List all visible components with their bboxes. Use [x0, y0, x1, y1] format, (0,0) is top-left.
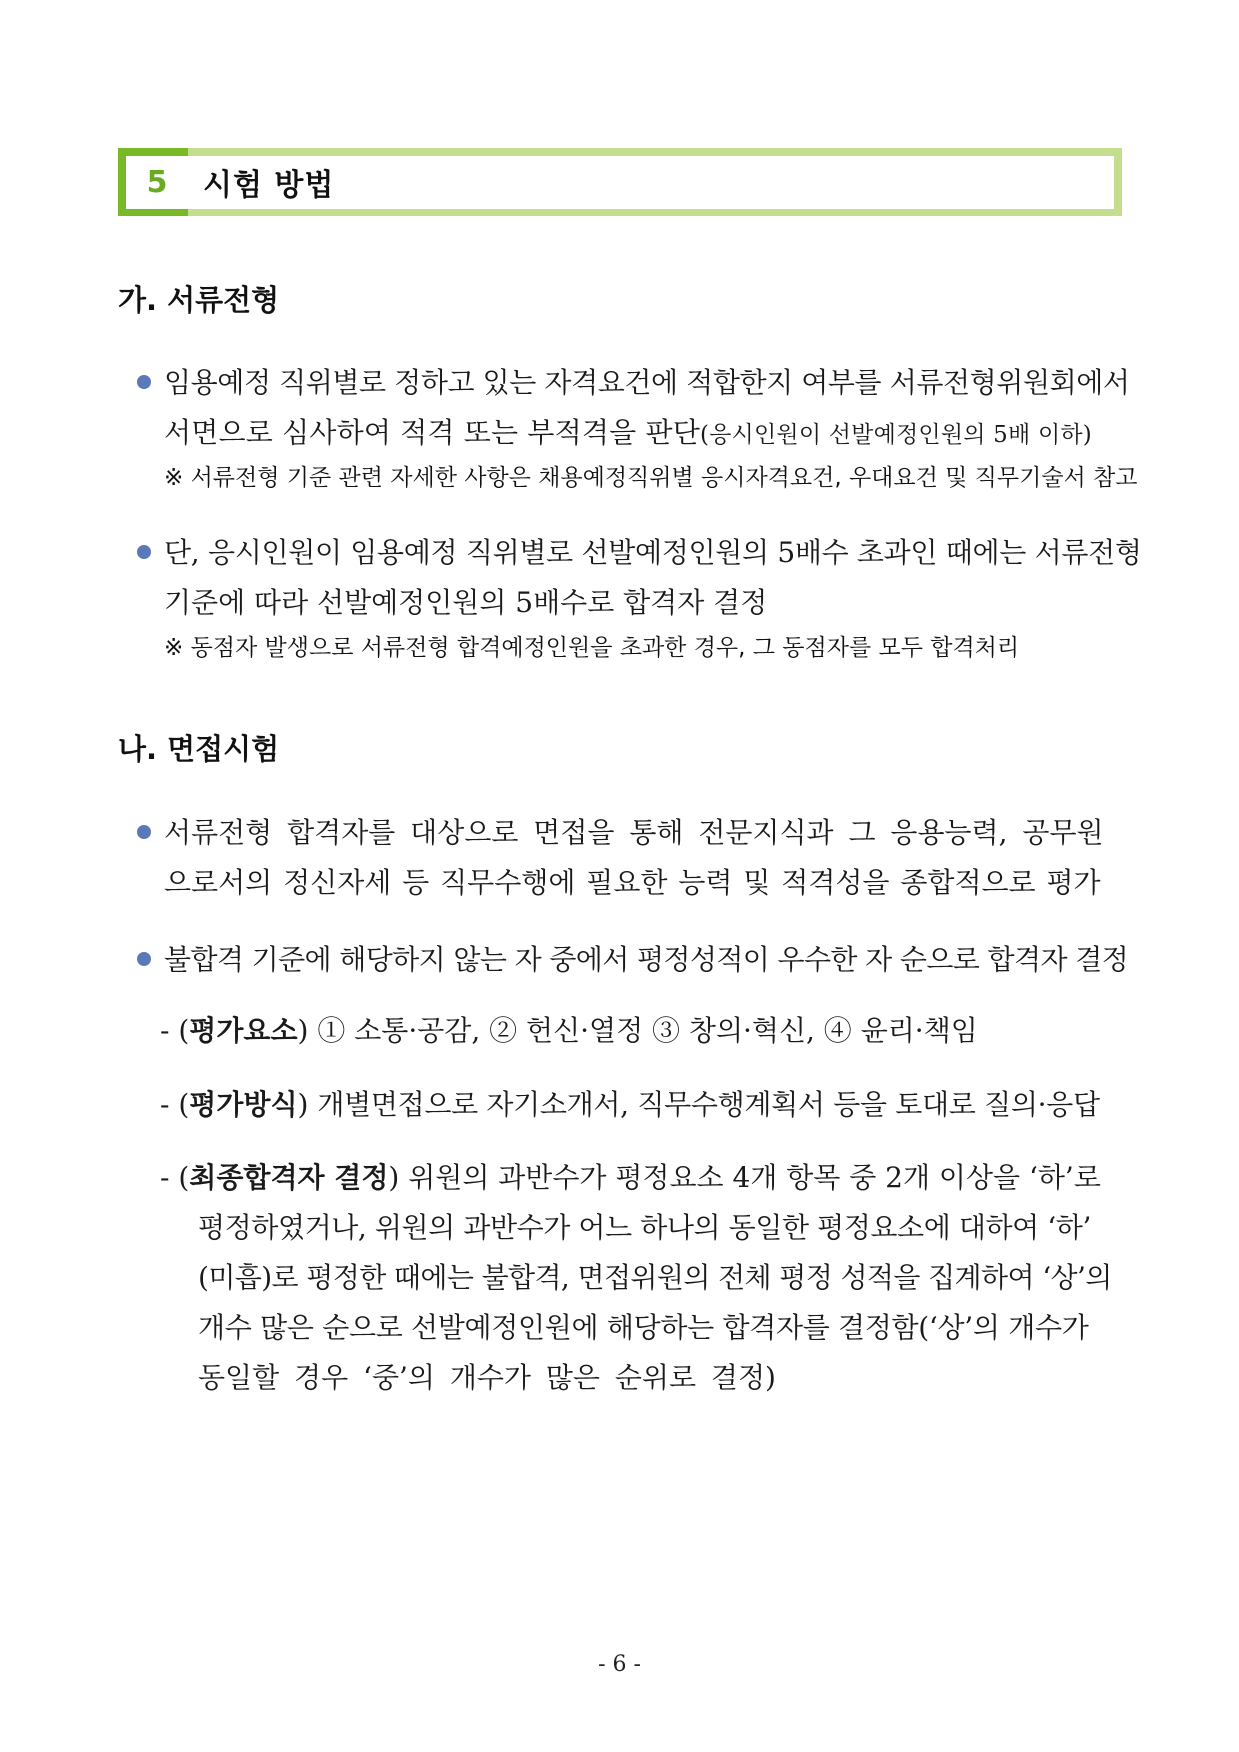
item-eval-method: - (평가방식) 개별면접으로 자기소개서, 직무수행계획서 등을 토대로 질의·응답: [160, 1088, 1100, 1121]
bullet-interview-1: [137, 808, 1125, 908]
bullet-document-screening-1: [137, 358, 1130, 460]
item-text-line: 개수 많은 순으로 선발예정인원에 해당하는 합격자를 결정함(‘상’의 개수가: [198, 1311, 1089, 1344]
item-text-line: 평정하였거나, 위원의 과반수가 어느 하나의 동일한 평정요소에 대하여 ‘하’: [198, 1211, 1091, 1244]
bullet-text-line: [137, 408, 1125, 460]
bullet-document-screening-2: [137, 528, 1142, 628]
item-text: ① 소통·공감, ② 헌신·열정 ③ 창의·혁신, ④ 윤리·책임: [317, 1014, 978, 1047]
item-final-decision: - (최종합격자 결정) 위원의 과반수가 평정요소 4개 항목 중 2개 이상을 ‘하’로 평정하였거나, 위원의 과반수가 어느 하나의 동일한 평정요소에 대하여 ‘하’ (미흡)로 평정한 때에는 불합격, 면접위원의 전체 평정 성적을 집계하여 ‘상’의 개수 많은 순으로 선발예정인원에 해당하는 합격자를 결정함(‘상’의 개수가 동일할 경우 ‘중’의 개수가 많은 순위로 결정): [160, 1153, 1125, 1403]
subsection-heading-document-screening: 가. 서류전형: [118, 283, 280, 317]
bullet-text: 서면으로 심사하여 적격 또는 부적격을 판단: [164, 416, 700, 449]
section-title: 시험 방법: [203, 168, 335, 203]
bullet-text-line: 기준에 따라 선발예정인원의 5배수로 합격자 결정: [164, 586, 768, 619]
item-label: 최종합격자 결정: [189, 1161, 389, 1194]
bullet-dot: [137, 545, 151, 559]
bullet-text-line: 서류전형 합격자를 대상으로 면접을 통해 전문지식과 그 응용능력, 공무원: [164, 816, 1104, 849]
item-label: 평가방식: [189, 1088, 298, 1121]
bullet-text-small: (응시인원이 선발예정인원의 5배 이하): [699, 422, 1092, 448]
bullet-dot: [137, 825, 151, 839]
section-number: 5: [146, 165, 168, 200]
section-header: [118, 148, 1122, 216]
item-eval-elements: - (평가요소) ① 소통·공감, ② 헌신·열정 ③ 창의·혁신, ④ 윤리·책임: [160, 1014, 978, 1047]
item-text: 개별면접으로 자기소개서, 직무수행계획서 등을 토대로 질의·응답: [317, 1088, 1100, 1121]
item-text-line: (미흡)로 평정한 때에는 불합격, 면접위원의 전체 평정 성적을 집계하여 ‘상’의: [198, 1261, 1112, 1294]
page-number: - 6 -: [598, 1652, 641, 1677]
section-number-box: [118, 148, 188, 216]
bullet-dot: [137, 952, 151, 966]
item-text-line: 동일할 경우 ‘중’의 개수가 많은 순위로 결정): [198, 1361, 776, 1394]
bullet-dot: [137, 375, 151, 389]
bullet-text-line: 불합격 기준에 해당하지 않는 자 중에서 평정성적이 우수한 자 순으로 합격자 결정: [164, 943, 1129, 976]
note-document-screening-1: ※ 서류전형 기준 관련 자세한 사항은 채용예정직위별 응시자격요건, 우대요건 및 직무기술서 참고: [164, 465, 1138, 491]
subsection-heading-interview: 나. 면접시험: [118, 732, 280, 766]
bullet-text-line: 으로서의 정신자세 등 직무수행에 필요한 능력 및 적격성을 종합적으로 평가: [164, 866, 1101, 899]
item-label: 평가요소: [189, 1014, 298, 1047]
bullet-interview-2: [137, 935, 1129, 985]
item-text: 위원의 과반수가 평정요소 4개 항목 중 2개 이상을 ‘하’로: [408, 1161, 1101, 1194]
bullet-text-line: 임용예정 직위별로 정하고 있는 자격요건에 적합한지 여부를 서류전형위원회에서: [164, 366, 1130, 399]
header-bar-right: [1114, 148, 1122, 216]
note-document-screening-2: ※ 동점자 발생으로 서류전형 합격예정인원을 초과한 경우, 그 동점자를 모두 합격처리: [164, 635, 1020, 661]
bullet-text-line: 단, 응시인원이 임용예정 직위별로 선발예정인원의 5배수 초과인 때에는 서류전형: [164, 536, 1142, 569]
